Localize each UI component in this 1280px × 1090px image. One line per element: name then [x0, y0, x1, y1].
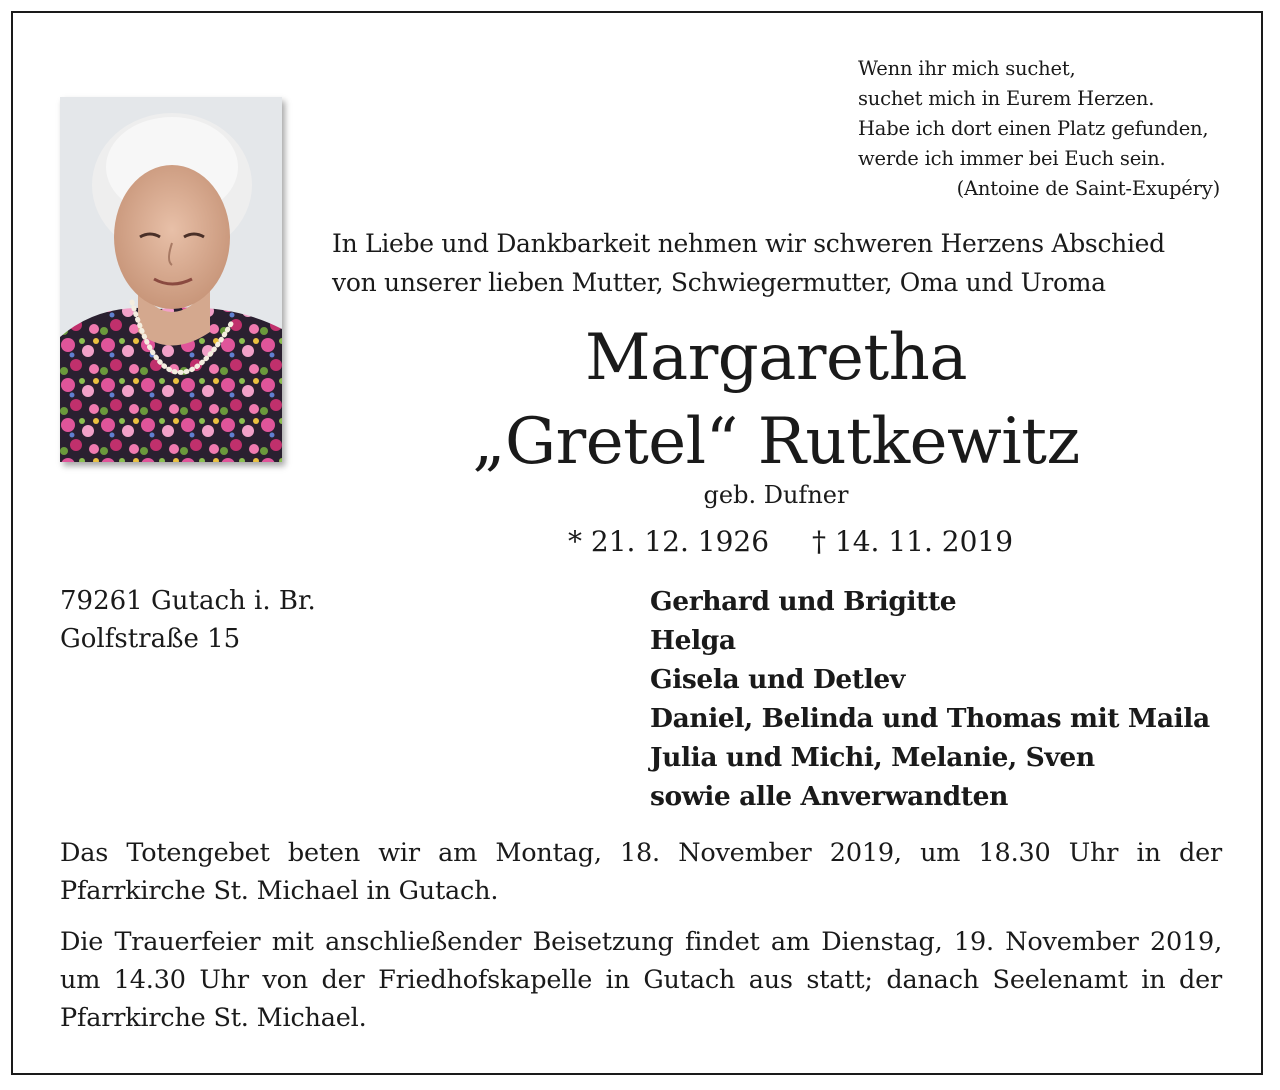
- intro-text: [332, 224, 1222, 302]
- address-street: Golfstraße 15: [60, 624, 241, 654]
- quote-line: werde ich immer bei Euch sein.: [858, 147, 1166, 170]
- first-name: Margaretha: [585, 321, 967, 395]
- portrait-illustration: [60, 97, 282, 462]
- mourners-list: [650, 582, 1230, 816]
- death-date: † 14. 11. 2019: [812, 525, 1014, 558]
- mourner-entry: sowie alle Anverwandten: [650, 781, 1008, 812]
- birth-date: * 21. 12. 1926: [568, 525, 770, 558]
- deceased-name: [332, 316, 1220, 484]
- quote-author: (Antoine de Saint-Exupéry): [956, 177, 1220, 200]
- address-block: [60, 582, 460, 658]
- funeral-notice: Die Trauerfeier mit anschließender Beisetzung findet am Dienstag, 19. November 2019, um 14.30 Uhr von der Friedhofskapelle in Gutach aus statt; danach Seelenamt in der Pfarrkirche St. Michael.: [60, 927, 1222, 1033]
- mourner-entry: Helga: [650, 625, 736, 656]
- intro-line-1: In Liebe und Dankbarkeit nehmen wir schweren Herzens Abschied: [332, 229, 1165, 258]
- quote-line: suchet mich in Eurem Herzen.: [858, 87, 1155, 110]
- mourner-entry: Julia und Michi, Melanie, Sven: [650, 742, 1095, 773]
- quote-line: Habe ich dort einen Platz gefunden,: [858, 117, 1209, 140]
- maiden-name: geb. Dufner: [703, 481, 849, 509]
- quote-line: Wenn ihr mich suchet,: [858, 57, 1076, 80]
- mourner-entry: Daniel, Belinda und Thomas mit Maila: [650, 703, 1210, 734]
- portrait-photo: [60, 97, 282, 462]
- intro-line-2: von unserer lieben Mutter, Schwiegermutter, Oma und Uroma: [332, 268, 1106, 297]
- quote-block: [858, 54, 1220, 204]
- mourner-entry: Gisela und Detlev: [650, 664, 905, 695]
- prayer-notice: Das Totengebet beten wir am Montag, 18. November 2019, um 18.30 Uhr in der Pfarrkirche St. Michael in Gutach.: [60, 838, 1222, 906]
- address-city: 79261 Gutach i. Br.: [60, 586, 316, 616]
- nickname-surname: „Gretel“ Rutkewitz: [472, 405, 1080, 479]
- mourner-entry: Gerhard und Brigitte: [650, 586, 957, 617]
